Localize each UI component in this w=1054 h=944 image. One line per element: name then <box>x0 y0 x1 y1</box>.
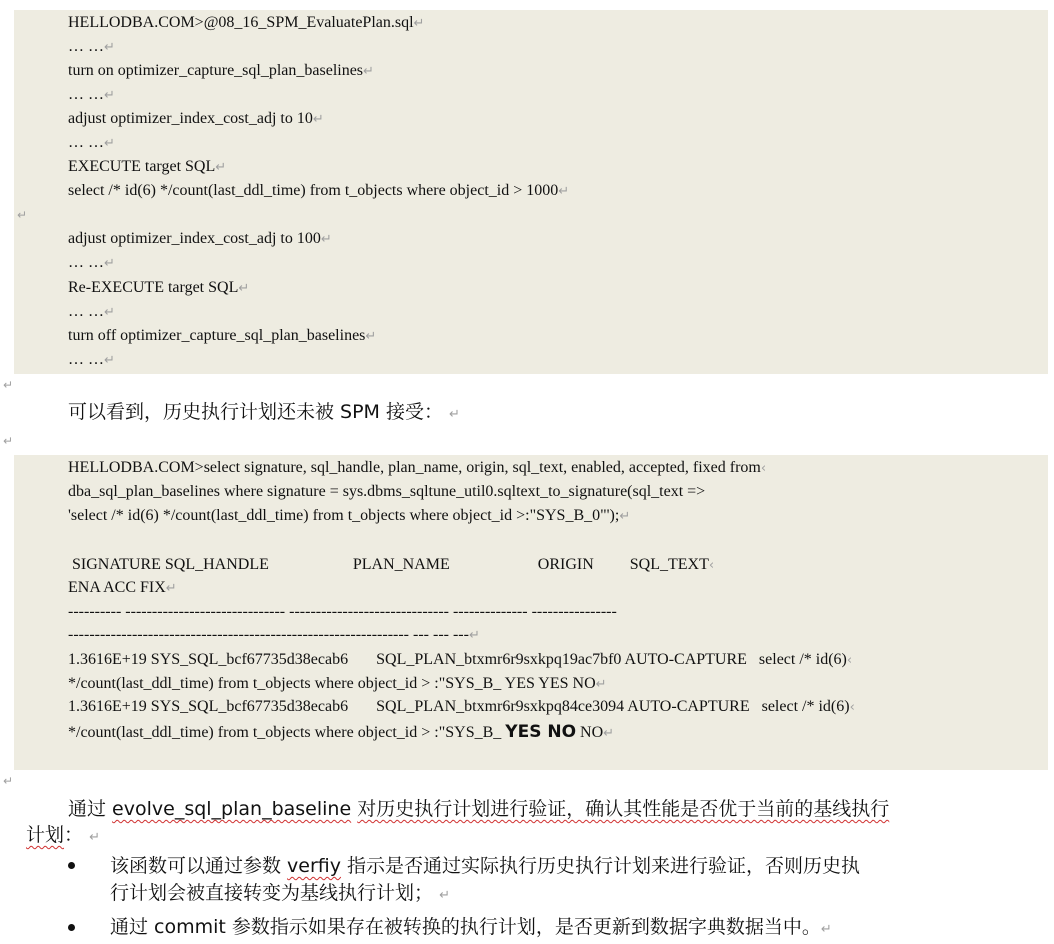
table-row: 1.3616E+19 SYS_SQL_bcf67735d38ecab6 SQL_PLAN_btxmr6r9sxkpq19ac7bf0 AUTO-CAPTURE select /* id(6)‹ <box>68 651 853 668</box>
list-item: 通过 commit 参数指示如果存在被转换的执行计划，是否更新到数据字典数据当中。↵ <box>110 916 832 938</box>
table-row: 1.3616E+19 SYS_SQL_bcf67735d38ecab6 SQL_PLAN_btxmr6r9sxkpq84ce3094 AUTO-CAPTURE select /* id(6)‹ <box>68 698 855 715</box>
code-line: HELLODBA.COM>@08_16_SPM_EvaluatePlan.sql↵ <box>68 14 425 31</box>
code-line: turn off optimizer_capture_sql_plan_baselines↵ <box>68 327 377 344</box>
table-row: */count(last_ddl_time) from t_objects where object_id > :"SYS_B_ YES NO NO↵ <box>68 722 615 742</box>
result-header: SIGNATURE SQL_HANDLE PLAN_NAME ORIGIN SQL_TEXT‹ <box>68 556 715 573</box>
code-line: dba_sql_plan_baselines where signature = sys.dbms_sqltune_util0.sqltext_to_signature(sql_text => <box>68 483 706 500</box>
code-line: … …↵ <box>68 254 115 271</box>
code-line: … …↵ <box>68 86 115 103</box>
code-line: … …↵ <box>68 38 115 55</box>
paragraph-mark: ↵ <box>3 434 14 448</box>
code-line: select /* id(6) */count(last_ddl_time) from t_objects where object_id > 1000↵ <box>68 182 570 199</box>
paragraph-mark: ↵ <box>17 208 28 222</box>
code-block-baselines-query <box>14 455 1048 770</box>
accepted-no-highlight: YES NO <box>505 722 577 742</box>
code-line: Re-EXECUTE target SQL↵ <box>68 279 250 296</box>
bullet-icon <box>68 924 75 931</box>
paragraph-plan-not-accepted: 可以看到，历史执行计划还未被 SPM 接受： ↵ <box>68 401 460 423</box>
code-line: … …↵ <box>68 303 115 320</box>
code-line: … …↵ <box>68 351 115 368</box>
paragraph-evolve-intro-cont: 计划： ↵ <box>26 824 100 846</box>
paragraph-evolve-intro: 通过 evolve_sql_plan_baseline 对历史执行计划进行验证，确认其性能是否优于当前的基线执行 <box>68 798 890 820</box>
code-line: … …↵ <box>68 134 115 151</box>
code-line: turn on optimizer_capture_sql_plan_baselines↵ <box>68 62 374 79</box>
result-separator: ---------------------------------------------------------------- --- --- ---↵ <box>68 626 480 643</box>
code-line: adjust optimizer_index_cost_adj to 10↵ <box>68 110 324 127</box>
code-line: adjust optimizer_index_cost_adj to 100↵ <box>68 230 332 247</box>
paragraph-mark: ↵ <box>3 378 14 392</box>
paragraph-mark: ↵ <box>3 774 14 788</box>
bullet-icon <box>68 862 75 869</box>
code-line: EXECUTE target SQL↵ <box>68 158 227 175</box>
code-block-evaluate-plan <box>14 10 1048 374</box>
table-row: */count(last_ddl_time) from t_objects where object_id > :"SYS_B_ YES YES NO↵ <box>68 675 607 692</box>
list-item: 该函数可以通过参数 verfiy 指示是否通过实际执行历史执行计划来进行验证，否则历史执 <box>110 855 861 877</box>
code-line: HELLODBA.COM>select signature, sql_handle, plan_name, origin, sql_text, enabled, accepted, fixed from‹ <box>68 459 767 476</box>
result-separator: ---------- ------------------------------ ------------------------------ -------------- ---------------- <box>68 603 617 620</box>
code-line: 'select /* id(6) */count(last_ddl_time) from t_objects where object_id >:"SYS_B_0"');↵ <box>68 507 631 524</box>
result-header: ENA ACC FIX↵ <box>68 579 177 596</box>
list-item-cont: 行计划会被直接转变为基线执行计划； ↵ <box>110 882 450 904</box>
